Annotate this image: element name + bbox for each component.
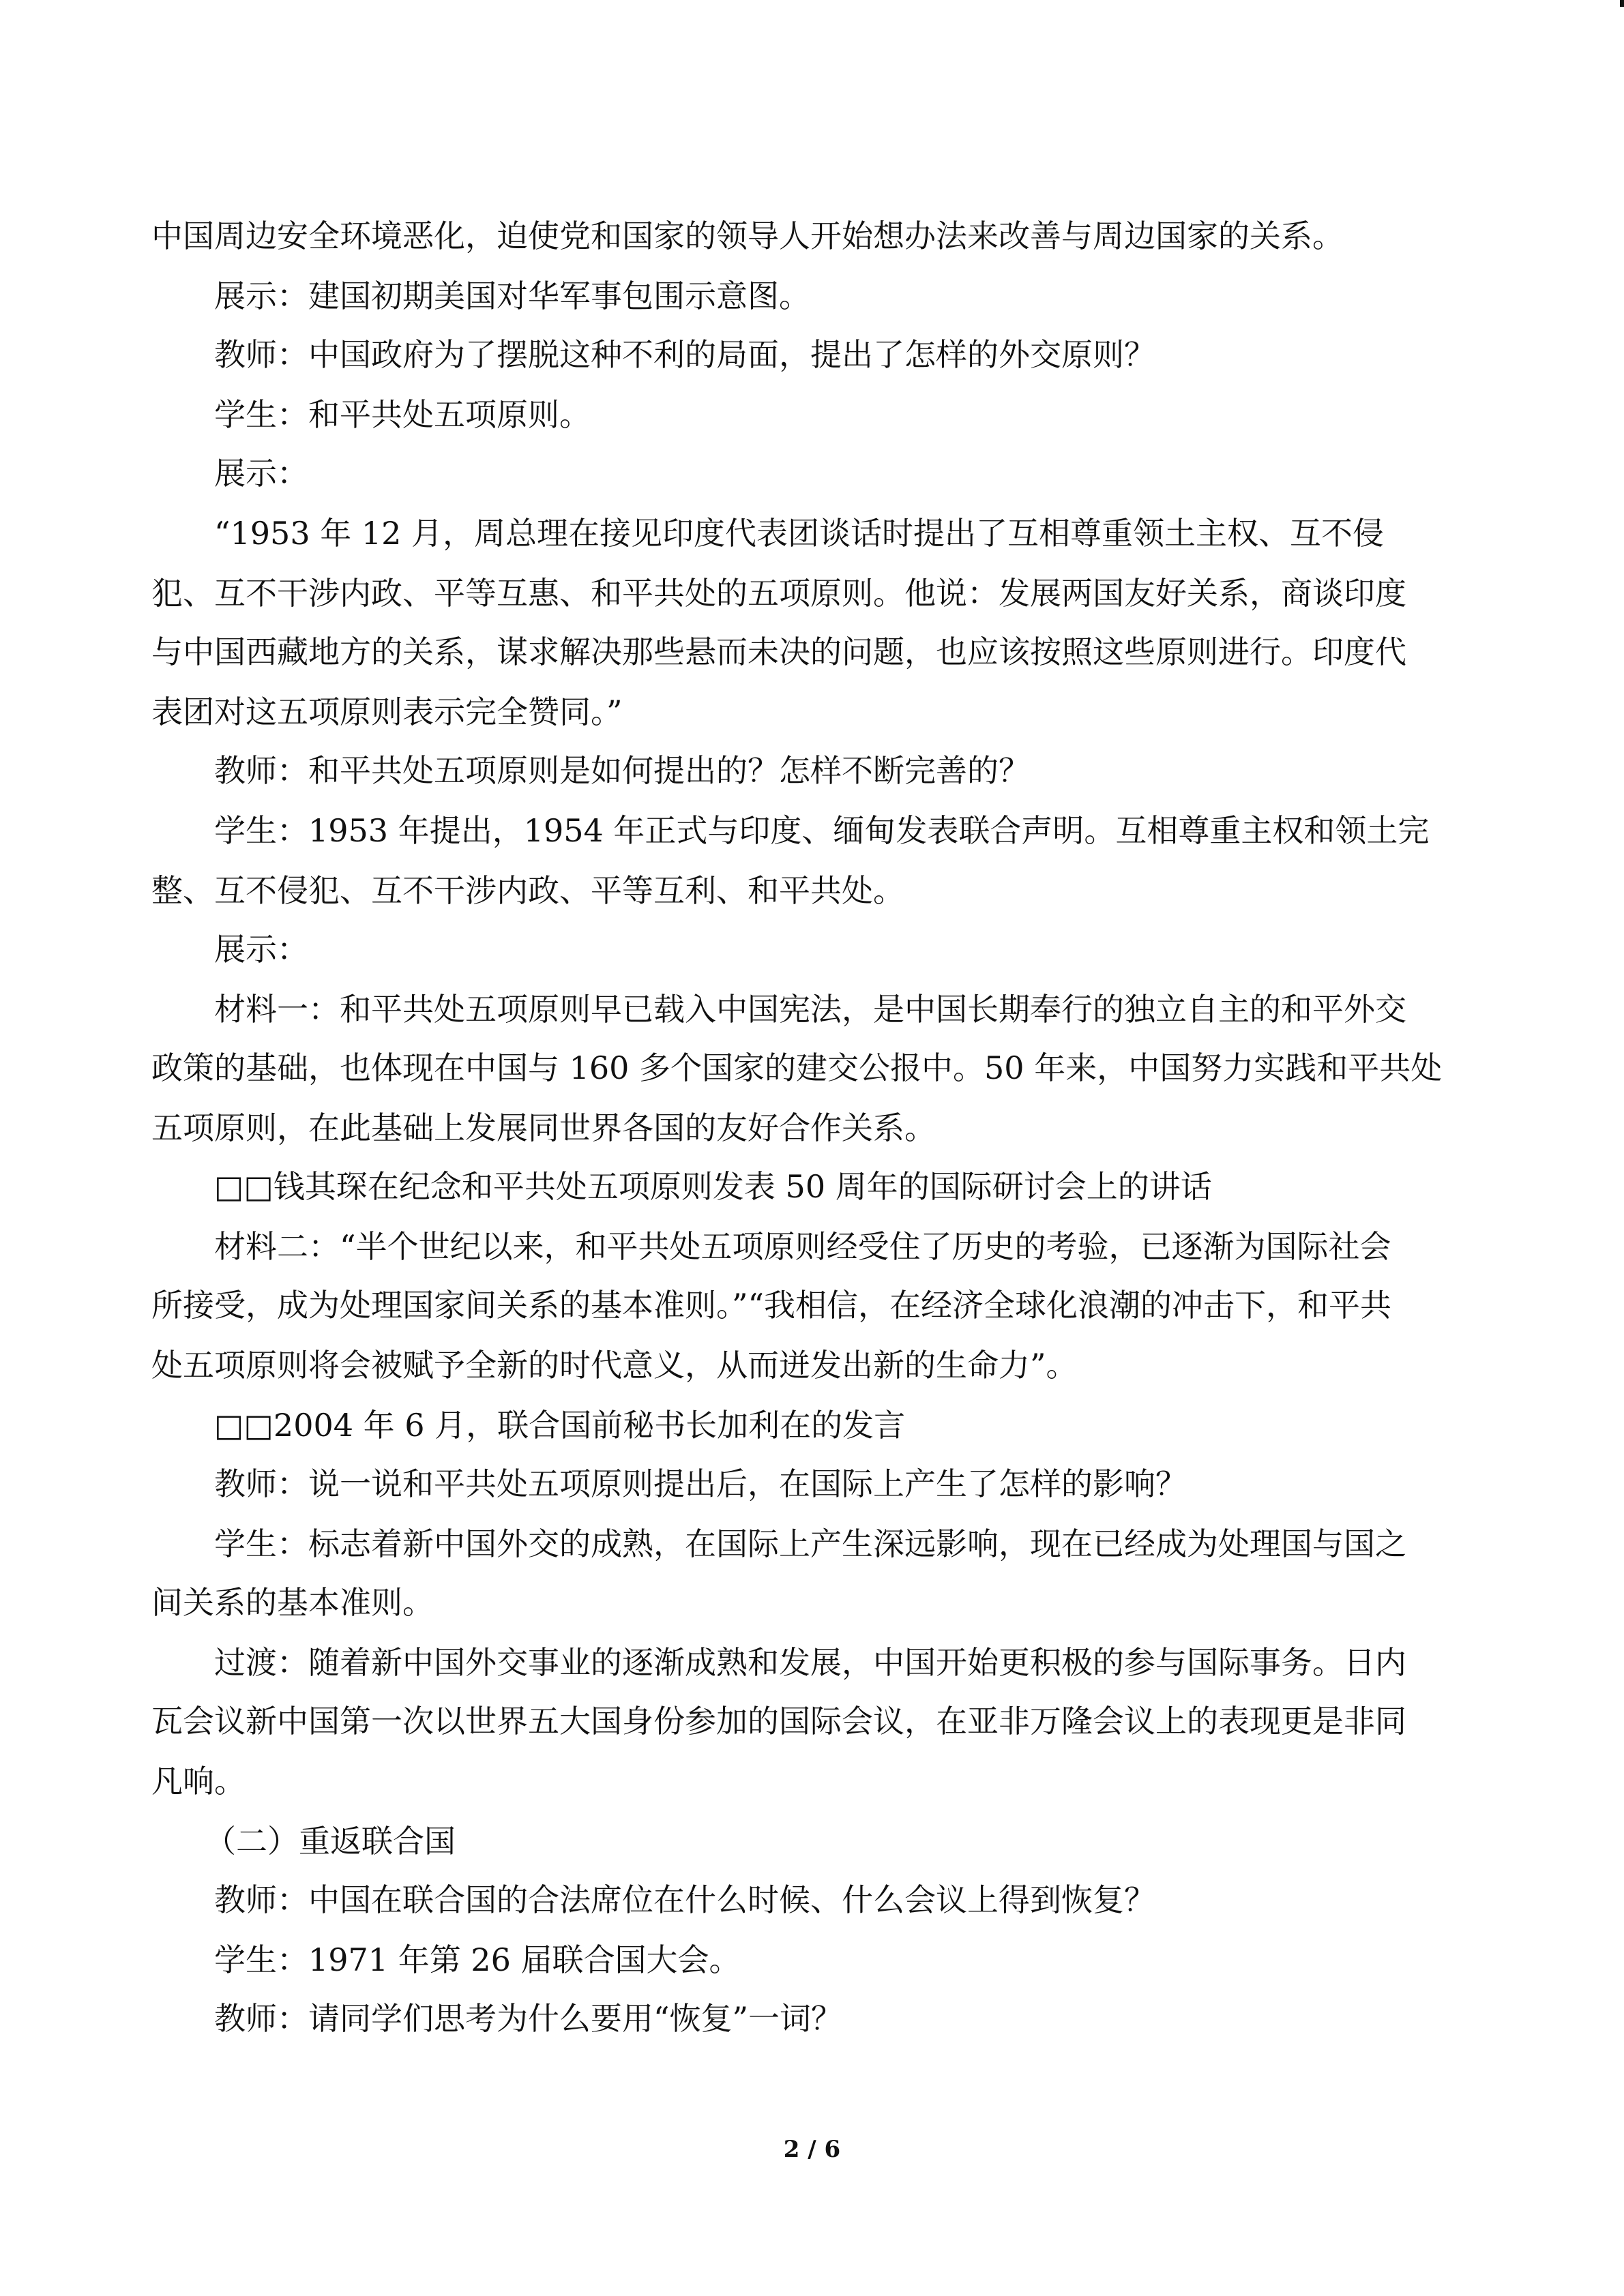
quote-line: 与中国西藏地方的关系，谋求解决那些悬而未决的问题，也应该按照这些原则进行。印度代 <box>151 633 1406 670</box>
material-line: 所接受，成为处理国家间关系的基本准则。”“我相信，在经济全球化浪潮的冲击下，和平共 <box>151 1287 1392 1324</box>
body-line: 教师：和平共处五项原则是如何提出的？怎样不断完善的？ <box>214 752 1030 789</box>
body-line: 展示： <box>214 931 308 968</box>
body-line: 凡响。 <box>151 1763 246 1800</box>
body-line: 学生：标志着新中国外交的成熟，在国际上产生深远影响，现在已经成为处理国与国之 <box>214 1525 1406 1562</box>
material-line: 五项原则，在此基础上发展同世界各国的友好合作关系。 <box>151 1109 936 1146</box>
quote-line: 犯、互不干涉内政、平等互惠、和平共处的五项原则。他说：发展两国友好关系，商谈印度 <box>151 575 1406 612</box>
page-number: 2 / 6 <box>783 2136 841 2163</box>
source-attribution: □□2004 年 6 月，联合国前秘书长加利在的发言 <box>214 1407 906 1444</box>
body-line: 中国周边安全环境恶化，迫使党和国家的领导人开始想办法来改善与周边国家的关系。 <box>151 218 1344 254</box>
body-line: 教师：请同学们思考为什么要用“恢复”一词？ <box>214 2000 843 2037</box>
body-line: 教师：中国政府为了摆脱这种不利的局面，提出了怎样的外交原则？ <box>214 336 1155 373</box>
body-line: 展示： <box>214 455 308 492</box>
body-line: 整、互不侵犯、互不干涉内政、平等互利、和平共处。 <box>151 872 904 909</box>
body-line: 瓦会议新中国第一次以世界五大国身份参加的国际会议，在亚非万隆会议上的表现更是非同 <box>151 1703 1406 1740</box>
body-line: 学生：和平共处五项原则。 <box>214 396 591 433</box>
body-line: 学生：1953 年提出，1954 年正式与印度、缅甸发表联合声明。互相尊重主权和领土完 <box>214 812 1430 849</box>
material-line: 材料二：“半个世纪以来，和平共处五项原则经受住了历史的考验，已逐渐为国际社会 <box>214 1228 1391 1265</box>
body-line: 展示：建国初期美国对华军事包围示意图。 <box>214 278 810 314</box>
material-line: 处五项原则将会被赋予全新的时代意义，从而迸发出新的生命力”。 <box>151 1347 1078 1384</box>
body-line: 教师：说一说和平共处五项原则提出后，在国际上产生了怎样的影响？ <box>214 1465 1187 1502</box>
body-line: 学生：1971 年第 26 届联合国大会。 <box>214 1941 741 1978</box>
material-line: 政策的基础，也体现在中国与 160 多个国家的建交公报中。50 年来，中国努力实践和平共处 <box>151 1049 1443 1086</box>
quote-line: 表团对这五项原则表示完全赞同。” <box>151 694 623 730</box>
body-line: 间关系的基本准则。 <box>151 1584 434 1621</box>
body-line: 过渡：随着新中国外交事业的逐渐成熟和发展，中国开始更积极的参与国际事务。日内 <box>214 1644 1406 1681</box>
section-heading: （二）重返联合国 <box>205 1823 456 1860</box>
body-line: 教师：中国在联合国的合法席位在什么时候、什么会议上得到恢复？ <box>214 1881 1155 1918</box>
quote-line: “1953 年 12 月，周总理在接见印度代表团谈话时提出了互相尊重领土主权、互不侵 <box>214 515 1384 552</box>
source-attribution: □□钱其琛在纪念和平共处五项原则发表 50 周年的国际研讨会上的讲话 <box>214 1168 1212 1205</box>
material-line: 材料一：和平共处五项原则早已载入中国宪法，是中国长期奉行的独立自主的和平外交 <box>214 991 1406 1028</box>
